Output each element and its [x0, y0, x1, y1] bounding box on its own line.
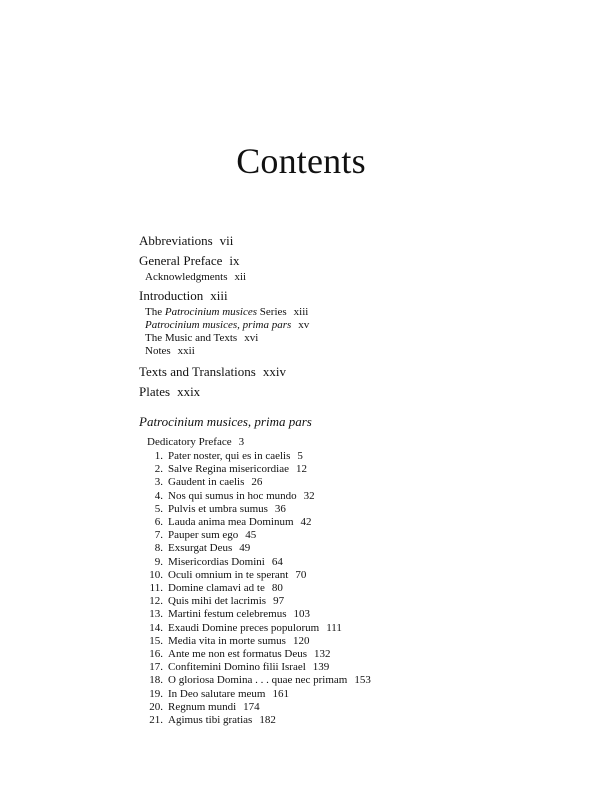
- toc-entry-title: Notes: [145, 345, 171, 357]
- toc-piece-entry: [139, 582, 579, 595]
- toc-piece-page: 45: [245, 529, 257, 542]
- toc-piece-number: 12.: [149, 595, 163, 608]
- toc-entry-texts-translations: [139, 364, 579, 380]
- toc-entry-page: xxiv: [262, 364, 286, 379]
- toc-piece-entry: [139, 674, 579, 687]
- toc-piece-title: Pater noster, qui es in caelis: [168, 450, 291, 462]
- toc-piece-number: 13.: [149, 608, 163, 621]
- toc-piece-title: Media vita in morte sumus: [168, 634, 286, 647]
- toc-subentry-prima-pars: [139, 319, 579, 332]
- toc-entry-title: Acknowledgments: [145, 271, 228, 283]
- toc-entry-page: xv: [298, 319, 310, 331]
- toc-piece-page: 139: [312, 661, 330, 674]
- toc-subentry-music-texts: [139, 332, 579, 345]
- toc-piece-title: Exsurgat Deus: [168, 542, 233, 555]
- toc-entry-title: Abbreviations: [139, 233, 213, 248]
- toc-piece-title: Regnum mundi: [168, 700, 237, 713]
- toc-entry-page: 3: [238, 436, 245, 448]
- toc-piece-page: 49: [239, 542, 251, 555]
- toc-piece-page: 103: [293, 608, 311, 621]
- toc-piece-number: 6.: [154, 516, 163, 529]
- toc-entry-title-italic: Patrocinium musices: [164, 306, 258, 318]
- toc-entry-title-suffix: Series: [259, 306, 287, 318]
- toc-piece-page: 161: [272, 687, 289, 700]
- toc-piece-page: 26: [251, 476, 263, 489]
- toc-piece-title: Martini festum celebremus: [168, 608, 287, 621]
- toc-piece-page: 5: [297, 450, 303, 462]
- toc-piece-entry: [139, 648, 579, 661]
- toc-piece-title: O gloriosa Domina . . . quae nec primam: [168, 674, 348, 687]
- toc-subentry-acknowledgments: [139, 271, 579, 284]
- toc-entry-page: xiii: [210, 288, 228, 303]
- toc-piece-page: 32: [303, 489, 315, 502]
- toc-entry-title: The Music and Texts: [145, 332, 238, 344]
- general-preface-subentries: [139, 271, 579, 284]
- toc-piece-page: 153: [354, 674, 371, 687]
- toc-piece-title: Exaudi Domine preces populorum: [168, 621, 320, 634]
- toc-entry-title: General Preface: [139, 253, 223, 268]
- toc-piece-entry: [139, 503, 579, 516]
- toc-piece-page: 182: [259, 714, 276, 727]
- toc-piece-title: Salve Regina misericordiae: [168, 463, 289, 476]
- toc-piece-title: Lauda anima mea Dominum: [168, 516, 294, 529]
- toc-piece-number: 20.: [149, 700, 163, 713]
- toc-piece-number: 11.: [149, 582, 163, 595]
- toc-piece-page: 111: [326, 621, 342, 634]
- toc-entry-page: xvi: [244, 332, 259, 344]
- toc-piece-title: Oculi omnium in te sperant: [168, 568, 289, 581]
- toc-piece-entry: [139, 701, 579, 714]
- toc-piece-number: 15.: [149, 634, 163, 647]
- toc-piece-number: 16.: [149, 648, 163, 661]
- toc-piece-page: 42: [300, 516, 312, 529]
- toc-piece-title: Gaudent in caelis: [168, 476, 245, 489]
- toc-piece-number: 21.: [149, 714, 163, 727]
- toc-entry-page: ix: [229, 253, 240, 268]
- toc-piece-page: 174: [243, 700, 260, 713]
- toc-piece-entry: [139, 608, 579, 621]
- toc-piece-number: 1.: [154, 450, 163, 462]
- toc-piece-entry: [139, 688, 579, 701]
- toc-piece-page: 64: [271, 555, 283, 568]
- toc-piece-entry: [139, 542, 579, 555]
- toc-entry-title: Introduction: [139, 288, 204, 303]
- toc-entry-page: xxii: [177, 345, 195, 357]
- toc-piece-page: 97: [273, 595, 285, 608]
- toc-entry-page: vii: [219, 233, 234, 248]
- toc-piece-title: Nos qui sumus in hoc mundo: [168, 489, 297, 502]
- edition-heading: Patrocinium musices, prima pars: [139, 414, 312, 429]
- toc-piece-number: 17.: [149, 661, 163, 674]
- toc-entry-page: xxix: [177, 384, 201, 399]
- toc-piece-entry: [139, 450, 579, 463]
- toc-piece-title: Confitemini Domino filii Israel: [168, 661, 306, 674]
- toc-entry-title: Dedicatory Preface: [147, 436, 232, 448]
- piece-list: [139, 450, 579, 727]
- toc-piece-entry: [139, 595, 579, 608]
- toc-entry-general-preface: [139, 253, 579, 269]
- introduction-subentries: [139, 306, 579, 358]
- toc-piece-page: 80: [271, 582, 283, 595]
- toc-piece-number: 9.: [154, 555, 163, 568]
- table-of-contents: [139, 233, 579, 727]
- toc-entry-title: Patrocinium musices, prima pars: [145, 319, 292, 331]
- toc-piece-number: 3.: [154, 476, 163, 489]
- toc-piece-number: 4.: [154, 489, 163, 502]
- toc-piece-entry: [139, 529, 579, 542]
- toc-piece-entry: [139, 569, 579, 582]
- toc-piece-number: 10.: [149, 568, 163, 581]
- toc-piece-entry: [139, 490, 579, 503]
- toc-subentry-notes: [139, 345, 579, 358]
- toc-piece-title: Quis mihi det lacrimis: [168, 595, 267, 608]
- toc-entry-page: xiii: [293, 306, 309, 318]
- toc-piece-number: 14.: [149, 621, 163, 634]
- toc-entry-abbreviations: [139, 233, 579, 249]
- toc-piece-page: 36: [274, 502, 286, 515]
- toc-piece-number: 8.: [154, 542, 163, 555]
- toc-piece-page: 12: [295, 463, 307, 476]
- toc-piece-entry: [139, 714, 579, 727]
- toc-piece-entry: [139, 661, 579, 674]
- toc-subentry-series: [139, 306, 579, 319]
- toc-piece-number: 2.: [154, 463, 163, 476]
- toc-piece-entry: [139, 635, 579, 648]
- toc-piece-title: Misericordias Domini: [168, 555, 265, 568]
- toc-entry-page: xii: [234, 271, 247, 283]
- toc-piece-title: Pauper sum ego: [168, 529, 239, 542]
- toc-entry-title: Texts and Translations: [139, 364, 256, 379]
- toc-piece-entry: [139, 463, 579, 476]
- toc-entry-dedicatory-preface: [139, 436, 579, 449]
- toc-entry-introduction: [139, 288, 579, 304]
- toc-piece-entry: [139, 476, 579, 489]
- toc-piece-title: Ante me non est formatus Deus: [168, 648, 307, 661]
- toc-piece-title: Pulvis et umbra sumus: [168, 502, 268, 515]
- toc-piece-number: 5.: [154, 502, 163, 515]
- toc-piece-number: 19.: [149, 687, 163, 700]
- toc-piece-page: 132: [314, 648, 331, 661]
- toc-piece-page: 120: [292, 634, 310, 647]
- toc-piece-number: 7.: [154, 529, 163, 542]
- toc-piece-title: Agimus tibi gratias: [168, 714, 253, 727]
- toc-piece-entry: [139, 516, 579, 529]
- toc-piece-page: 70: [295, 568, 307, 581]
- page-title: Contents: [236, 141, 366, 181]
- toc-piece-entry: [139, 556, 579, 569]
- toc-entry-title: Plates: [139, 384, 171, 399]
- toc-piece-entry: [139, 622, 579, 635]
- toc-entry-plates: [139, 384, 579, 400]
- toc-piece-title: Domine clamavi ad te: [168, 582, 265, 595]
- toc-piece-title: In Deo salutare meum: [168, 687, 266, 700]
- toc-piece-number: 18.: [149, 674, 163, 687]
- toc-entry-title-prefix: The: [145, 306, 163, 318]
